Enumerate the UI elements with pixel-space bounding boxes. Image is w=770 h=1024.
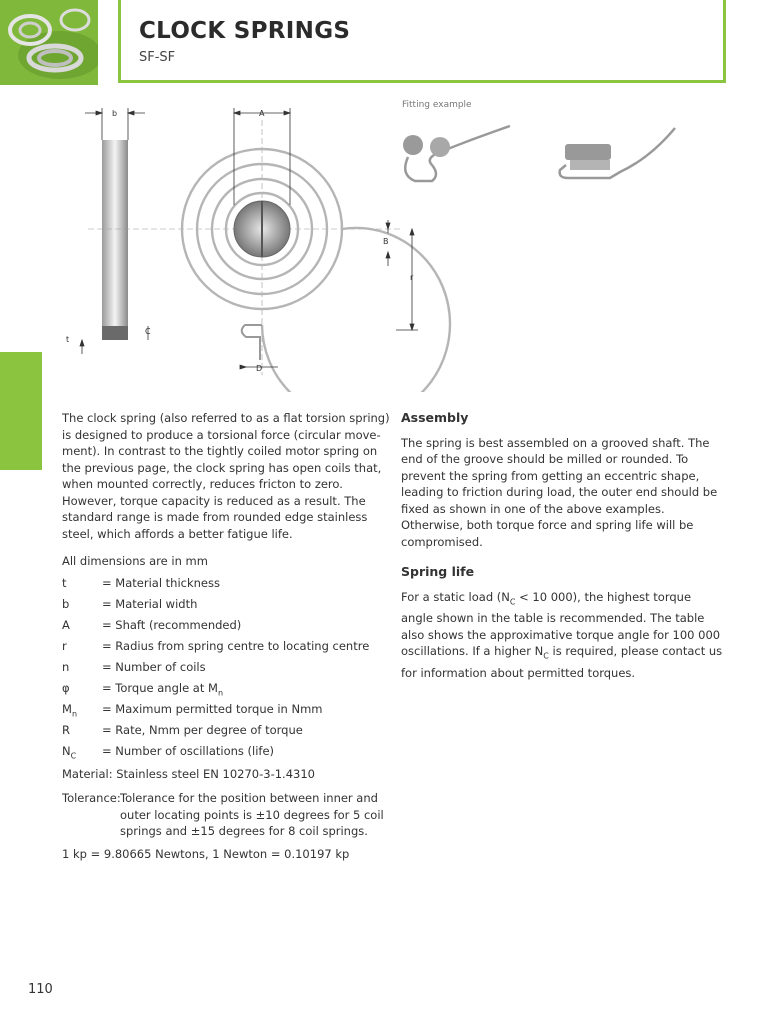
assembly-text: The spring is best assembled on a grooved shaft. The end of the groove should be milled or rounded. To prevent the spring from getting an eccentric shape, leading to friction during load, the outer end should be fixed as shown in one of the above examples. Otherwise, both torque force and spring life will be compromised. [401, 435, 718, 549]
def-row: r = Radius from spring centre to locating centre [62, 638, 370, 653]
page-number: 110 [28, 982, 53, 997]
spring-life-text: For a static load ($N_C < 10$ 000), the highest torque angle shown in the table is recommended. The table also shows the approximative torque angle for 100 000 oscillations. If a higher $N_C$ is required, please contact us for information about permitted torques. [401, 589, 723, 681]
side-view-strip [102, 140, 128, 340]
label-D: D [256, 364, 263, 373]
label-t: t [66, 335, 70, 344]
header [118, 0, 726, 83]
left-column [62, 410, 392, 870]
def-row: $M_n$ = Maximum permitted torque in Nmm [62, 701, 323, 718]
def-row: $N_C$ = Number of oscillations (life) [62, 743, 275, 760]
fitting-example [395, 110, 695, 200]
def-row: A = Shaft (recommended) [62, 617, 242, 632]
assembly-heading: Assembly [401, 410, 469, 425]
fitting-example-label: Fitting example [402, 100, 472, 110]
page-title: CLOCK SPRINGS [139, 18, 351, 44]
tolerance-label: Tolerance: [62, 791, 121, 805]
conversion-note: 1 kp = 9.80665 Newtons, 1 Newton = 0.10197 kp [62, 846, 350, 861]
dimensions-note: All dimensions are in mm [62, 554, 208, 568]
def-row: φ = Torque angle at $M_n$ [62, 680, 224, 697]
spring-life-heading: Spring life [401, 564, 475, 579]
def-row: R = Rate, Nmm per degree of torque [62, 722, 303, 737]
definitions-list [62, 575, 392, 764]
tolerance-text: Tolerance for the position between inner and outer locating points is ±10 degrees for 5 coil springs and ±15 degrees for 8 coil springs. [120, 791, 384, 838]
intro-text: The clock spring (also referred to as a flat torsion spring) is designed to produce a torsional force (circular move-ment). In contrast to the tightly coiled motor spring on the previous page, the clock spring has open coils that, when mounted correctly, reduces fricton to zero. However, torque capacity is reduced as a result. The standard range is made from rounded edge stainless steel, which affords a better fatigue life. [62, 411, 390, 541]
label-B: B [383, 237, 389, 246]
def-row: t = Material thickness [62, 575, 220, 590]
label-r: r [410, 273, 414, 282]
tolerance-note [62, 790, 392, 840]
right-column [401, 410, 723, 693]
product-photo [0, 0, 98, 85]
page-subtitle: SF-SF [139, 50, 176, 65]
label-A: A [259, 109, 265, 118]
def-row: n = Number of coils [62, 659, 206, 674]
def-row: b = Material width [62, 596, 198, 611]
side-tab [0, 352, 42, 470]
material-note: Material: Stainless steel EN 10270-3-1.4310 [62, 766, 315, 781]
label-C: C [145, 327, 151, 336]
label-b: b [112, 109, 118, 118]
